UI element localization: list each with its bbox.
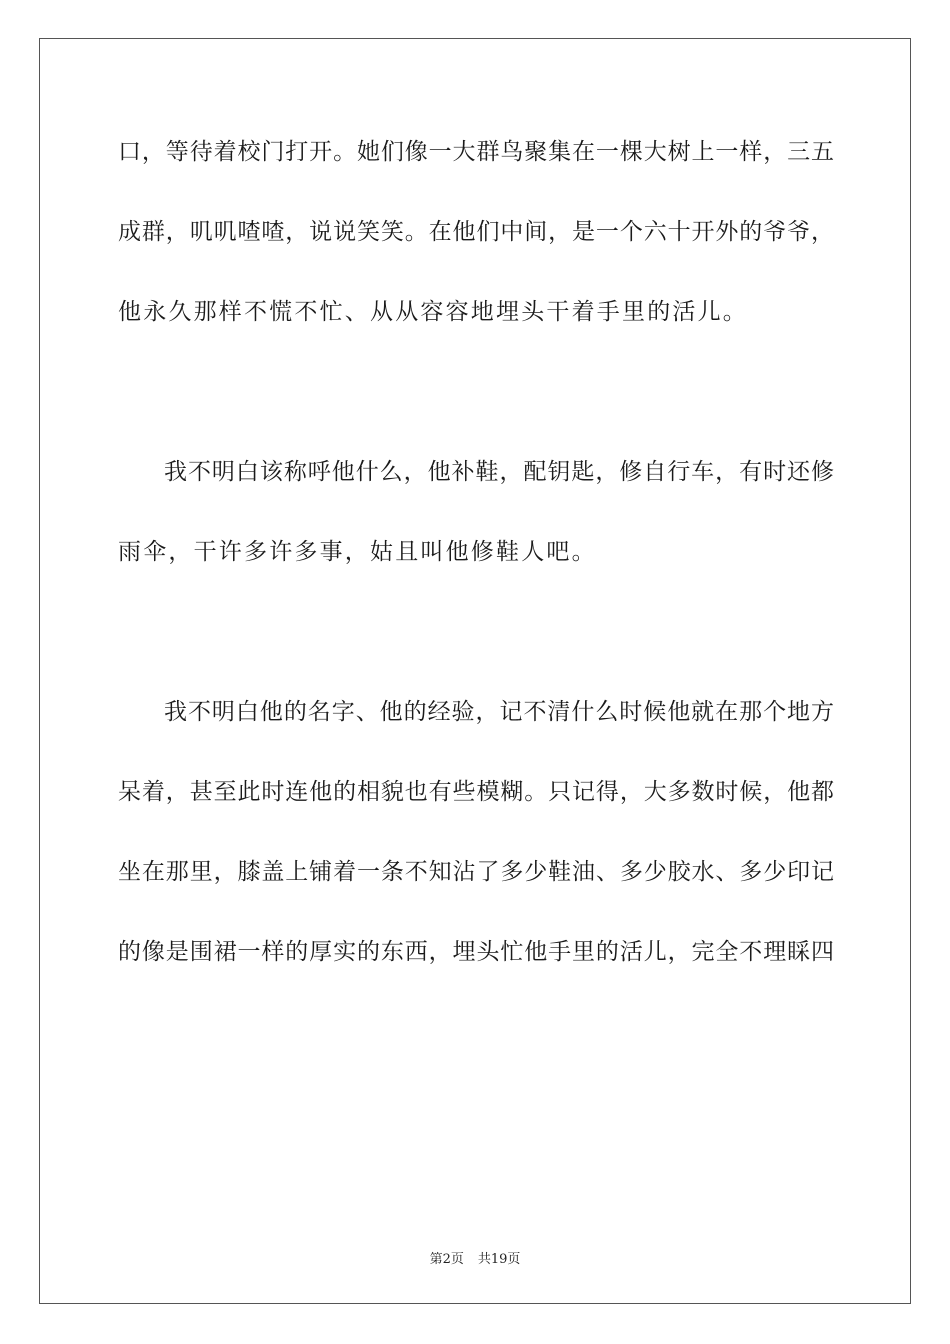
page-footer	[0, 1248, 950, 1267]
page-number: 第2页	[429, 1252, 464, 1267]
text-line: 我不明白该称呼他什么，他补鞋，配钥匙，修自行车，有时还修	[164, 459, 834, 485]
text-line: 他永久那样不慌不忙、从从容容地埋头干着手里的活儿。	[118, 299, 748, 325]
blank-line	[118, 608, 834, 688]
text-line: 呆着，甚至此时连他的相貌也有些模糊。只记得，大多数时候，他都	[118, 779, 834, 805]
text-line: 我不明白他的名字、他的经验，记不清什么时候他就在那个地方	[164, 699, 834, 725]
text-line: 坐在那里，膝盖上铺着一条不知沾了多少鞋油、多少胶水、多少印记	[118, 859, 834, 885]
blank-line	[118, 368, 834, 448]
text-line: 雨伞，干许多许多事，姑且叫他修鞋人吧。	[118, 539, 597, 565]
text-line: 成群，叽叽喳喳，说说笑笑。在他们中间，是一个六十开外的爷爷，	[118, 219, 834, 245]
document-body	[118, 128, 834, 1008]
page-total: 共19页	[477, 1252, 521, 1267]
text-line: 口，等待着校门打开。她们像一大群鸟聚集在一棵大树上一样，三五	[118, 139, 834, 165]
text-line: 的像是围裙一样的厚实的东西，埋头忙他手里的活儿，完全不理睬四	[118, 939, 834, 965]
